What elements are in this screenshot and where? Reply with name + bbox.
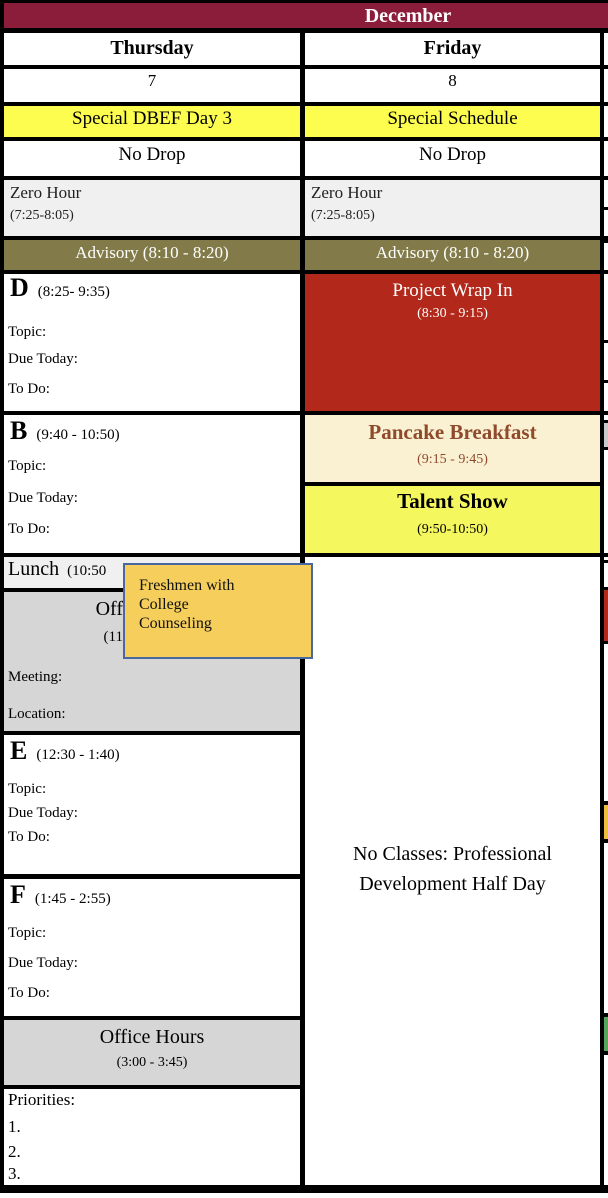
edge-column-red-segment <box>604 590 608 641</box>
period-e-todo-label: To Do: <box>8 829 50 845</box>
period-f-todo-label: To Do: <box>8 985 50 1001</box>
period-e-topic-label: Topic: <box>8 781 47 797</box>
date-thursday: 7 <box>147 71 157 90</box>
advisory-friday: Advisory (8:10 - 8:20) <box>375 243 530 262</box>
grid-line <box>604 801 608 805</box>
priorities-item-3: 3. <box>8 1164 21 1183</box>
grid-line <box>604 240 608 243</box>
banner-friday: Special Schedule <box>387 108 518 129</box>
period-f-time: (1:45 - 2:55) <box>34 891 111 907</box>
period-b-time: (9:40 - 10:50) <box>36 427 120 443</box>
edge-column-gold-segment <box>604 805 608 839</box>
zero-hour-time-friday: (7:25-8:05) <box>311 208 375 223</box>
lunch-time-fragment: (10:50 <box>67 563 107 579</box>
grid-line <box>604 340 608 343</box>
project-wrap-title: Project Wrap In <box>392 280 513 301</box>
grid-line <box>604 207 608 210</box>
grid-line <box>300 482 604 486</box>
period-e-letter: E <box>10 736 28 765</box>
period-d-letter: D <box>10 273 29 302</box>
period-d-heading <box>10 274 110 303</box>
lunch-heading <box>8 558 106 580</box>
office-hours-pm-time: (3:00 - 3:45) <box>116 1055 188 1070</box>
no-classes-line2: Development Half Day <box>359 873 546 895</box>
grid-line <box>0 1016 305 1020</box>
advisory-thursday: Advisory (8:10 - 8:20) <box>75 243 229 262</box>
priorities-label: Priorities: <box>8 1090 76 1109</box>
office-hours-midday-time-fragment: (11 <box>103 629 123 645</box>
priorities-item-2: 2. <box>8 1142 21 1161</box>
period-b-due-label: Due Today: <box>8 490 78 506</box>
grid-line <box>0 874 305 879</box>
grid-line <box>604 839 608 843</box>
meeting-label: Meeting: <box>8 669 63 685</box>
zero-hour-time-thursday: (7:25-8:05) <box>10 208 74 223</box>
sticky-note-line1: Freshmen with <box>139 577 235 594</box>
grid-line <box>604 420 608 423</box>
grid-line <box>0 0 4 1193</box>
period-e-due-label: Due Today: <box>8 805 78 821</box>
no-drop-thursday: No Drop <box>118 144 186 165</box>
lunch-label: Lunch <box>8 558 60 580</box>
day-header-thursday: Thursday <box>110 37 194 59</box>
period-f-letter: F <box>10 880 26 909</box>
talent-show-time: (9:50-10:50) <box>417 522 488 537</box>
period-d-todo-label: To Do: <box>8 381 50 397</box>
period-e-heading <box>10 737 120 766</box>
sticky-note[interactable] <box>123 563 313 659</box>
grid-line <box>604 177 608 180</box>
pancake-breakfast-title: Pancake Breakfast <box>368 420 537 444</box>
period-f-topic-label: Topic: <box>8 925 47 941</box>
location-label: Location: <box>8 706 66 722</box>
grid-line <box>604 1051 608 1055</box>
grid-line <box>604 1013 608 1017</box>
grid-line <box>0 1085 305 1089</box>
period-b-heading <box>10 417 120 446</box>
period-d-time: (8:25- 9:35) <box>37 284 110 300</box>
period-b-topic-label: Topic: <box>8 458 47 474</box>
date-friday: 8 <box>448 71 457 90</box>
project-wrap-time: (8:30 - 9:15) <box>417 306 488 321</box>
edge-column-green-segment <box>604 1017 608 1051</box>
grid-line <box>604 587 608 590</box>
zero-hour-label-thursday: Zero Hour <box>10 183 82 202</box>
no-classes-line1: No Classes: Professional <box>353 843 552 865</box>
grid-line <box>0 0 608 3</box>
period-d-topic-label: Topic: <box>8 324 47 340</box>
period-f-heading <box>10 881 111 910</box>
grid-line <box>604 560 608 563</box>
sticky-note-line2: College <box>139 596 189 613</box>
day-header-friday: Friday <box>423 37 482 59</box>
period-d-due-label: Due Today: <box>8 351 78 367</box>
priorities-item-1: 1. <box>8 1117 21 1136</box>
period-b-letter: B <box>10 416 28 445</box>
edge-column-gray-segment <box>604 423 608 447</box>
month-title: December <box>364 5 452 27</box>
sticky-note-line3: Counseling <box>139 615 212 632</box>
period-e-time: (12:30 - 1:40) <box>36 747 120 763</box>
pancake-breakfast-time: (9:15 - 9:45) <box>417 452 488 467</box>
banner-thursday: Special DBEF Day 3 <box>72 108 232 129</box>
period-b-todo-label: To Do: <box>8 521 50 537</box>
office-hours-midday-label-fragment: Off <box>95 598 123 620</box>
grid-line <box>604 380 608 383</box>
grid-line <box>604 641 608 644</box>
talent-show-title: Talent Show <box>397 489 508 513</box>
zero-hour-label-friday: Zero Hour <box>311 183 383 202</box>
grid-line <box>0 731 305 735</box>
grid-line <box>604 447 608 450</box>
period-f-due-label: Due Today: <box>8 955 78 971</box>
no-drop-friday: No Drop <box>418 144 487 165</box>
office-hours-pm-label: Office Hours <box>99 1026 205 1048</box>
